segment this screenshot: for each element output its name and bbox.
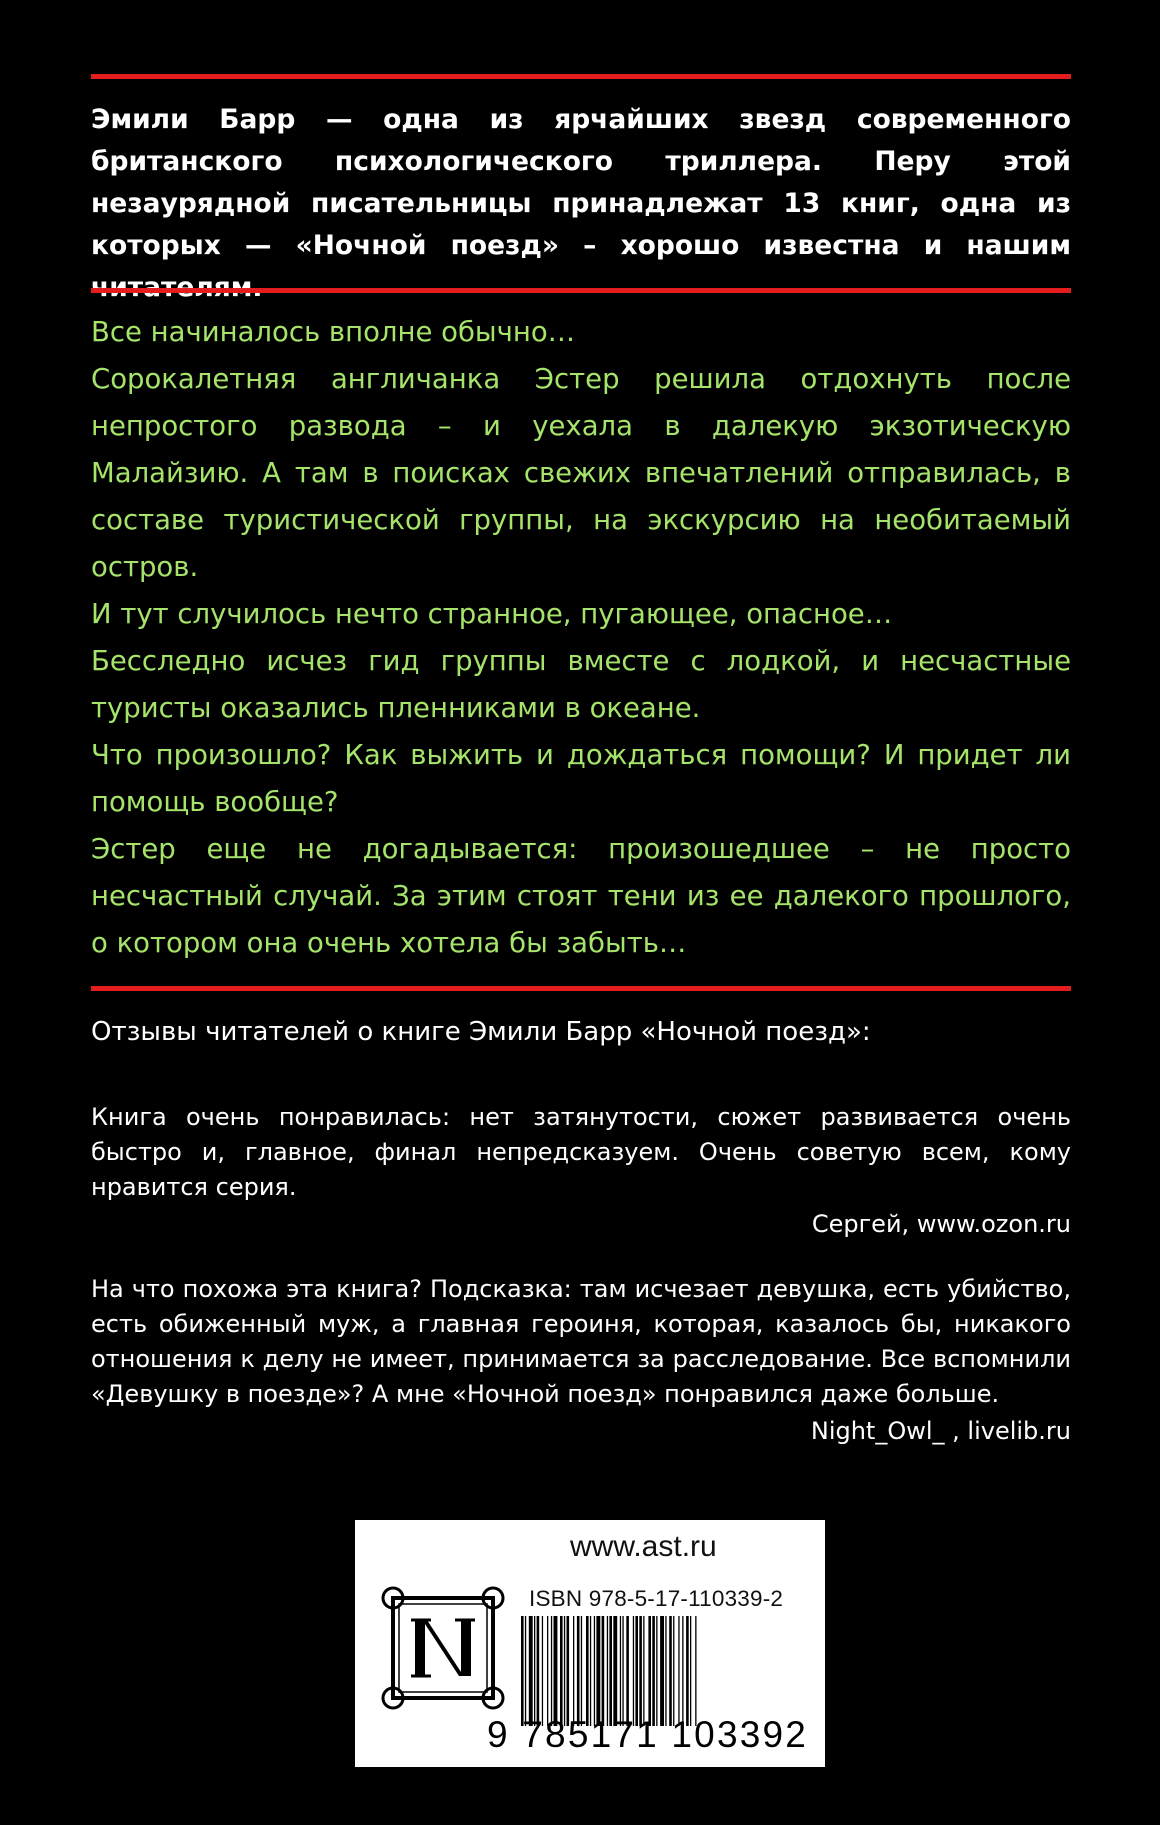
barcode-panel xyxy=(355,1520,825,1767)
book-blurb xyxy=(91,309,1071,967)
blurb-paragraph: Сорокалетняя англичанка Эстер решила отдохнуть после непростого развода – и уехала в далекую экзотическую Малайзию. А там в поисках свежих впечатлений отправилась, в составе туристической группы, на экскурсию на необитаемый остров. xyxy=(91,363,1071,583)
publisher-logo-icon xyxy=(381,1586,505,1710)
about-author-text: Эмили Барр — одна из ярчайших звезд современного британского психологического триллера. Перу этой незаурядной писательницы принадлежат 13 книг, одна из которых — «Ночной поезд» – хорошо известна и нашим xyxy=(91,104,1071,261)
blurb-paragraph: Все начиналось вполне обычно… xyxy=(91,316,576,348)
bottom-red-rule xyxy=(91,986,1071,991)
reviews-heading: Отзывы читателей о книге Эмили Барр «Ночной поезд»: xyxy=(91,1017,871,1047)
about-author-section xyxy=(91,99,1071,309)
top-red-rule xyxy=(91,74,1071,79)
publisher-website: www.ast.ru xyxy=(570,1530,717,1563)
review-text: На что похожа эта книга? Подсказка: там исчезает девушка, есть убийство, есть обиженный муж, а главная героиня, которая, казалось бы, никакого отношения к делу не имеет, принимается за расследование. Все вспомнили «Девушку в поезде»? А мне «Ночной поезд» понравился даже больше. xyxy=(91,1275,1071,1408)
isbn-label: ISBN 978-5-17-110339-2 xyxy=(529,1586,784,1611)
ean-barcode xyxy=(519,1616,813,1726)
blurb-paragraph: Что произошло? Как выжить и дождаться помощи? И придет ли помощь вообще? xyxy=(91,739,1071,818)
ean-digits: 9 785171 103392 xyxy=(487,1714,809,1755)
blurb-paragraph: Бесследно исчез гид группы вместе с лодкой, и несчастные туристы оказались пленниками в океане. xyxy=(91,645,1071,724)
review-2 xyxy=(91,1272,1071,1449)
middle-red-rule xyxy=(91,288,1071,293)
review-text: Книга очень понравилась: нет затянутости, сюжет развивается очень быстро и, главное, финал непредсказуем. Очень советую всем, кому нравится серия. xyxy=(91,1103,1071,1201)
blurb-paragraph: И тут случилось нечто странное, пугающее, опасное… xyxy=(91,598,893,630)
review-author: Сергей, www.ozon.ru xyxy=(811,1210,1071,1238)
review-1 xyxy=(91,1100,1071,1242)
review-author: Night_Owl_ , livelib.ru xyxy=(810,1417,1071,1445)
blurb-paragraph: Эстер еще не догадывается: произошедшее – не просто несчастный случай. За этим стоят тени из ее далекого прошлого, о котором она очень хотела бы забыть… xyxy=(91,833,1071,959)
